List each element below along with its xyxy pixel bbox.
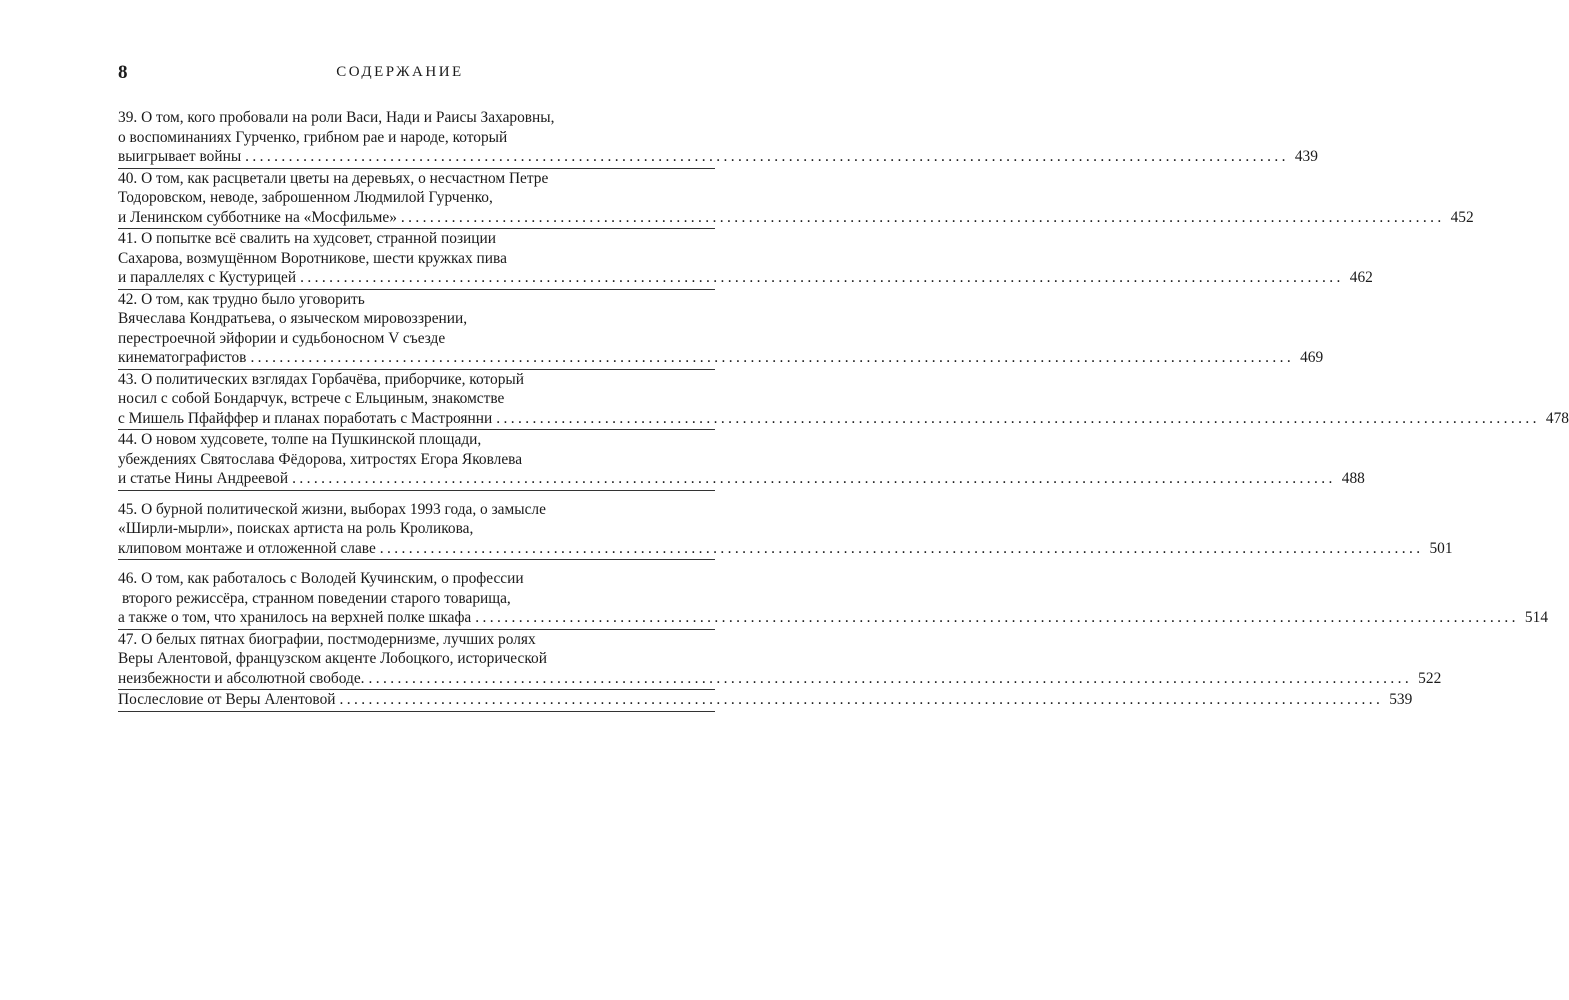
dot-leader: ................................................................................................................................................ <box>400 208 1445 226</box>
dot-leader: ................................................................................................................................................ <box>292 470 1336 487</box>
toc-entry-line: 41. О попытке всё свалить на худсовет, странной позиции <box>118 230 496 247</box>
toc-entry-line: кинематографистов <box>118 349 247 366</box>
toc-entry-47[interactable] <box>118 630 1442 691</box>
toc-entry-42[interactable] <box>118 290 1324 370</box>
table-of-contents <box>118 108 1569 712</box>
toc-entry-afterword[interactable] <box>118 690 1413 712</box>
toc-entry-line: а также о том, что хранилось на верхней полке шкафа <box>118 609 472 626</box>
dot-leader: ................................................................................................................................................ <box>475 609 1519 626</box>
running-title: СОДЕРЖАНИЕ <box>336 64 464 80</box>
toc-entry-line: второго режиссёра, странном поведении старого товарища, <box>122 589 511 607</box>
toc-entry-line: 39. О том, кого пробовали на роли Васи, Нади и Раисы Захаровны, <box>118 109 555 126</box>
dot-leader: ................................................................................................................................................ <box>250 349 1295 366</box>
toc-page-number: 522 <box>1418 669 1442 687</box>
toc-page-number: 539 <box>1389 691 1413 708</box>
toc-page-number: 488 <box>1341 470 1365 487</box>
toc-entry-line: 45. О бурной политической жизни, выборах 1993 года, о замысле <box>118 500 546 518</box>
dot-leader: ................................................................................................................................................ <box>300 269 1344 286</box>
toc-entry-line: Тодоровском, неводе, заброшенном Людмилой Гурченко, <box>118 189 493 206</box>
toc-page-number: 501 <box>1429 539 1453 557</box>
toc-entry-line: клиповом монтаже и отложенной славе <box>118 539 376 557</box>
toc-entry-line: убеждениях Святослава Фёдорова, хитростях Егора Яковлева <box>118 450 523 468</box>
dot-leader: ................................................................................................................................................ <box>496 409 1540 427</box>
toc-entry-line: неизбежности и абсолютной свободе. <box>118 669 365 687</box>
toc-page-number: 439 <box>1294 148 1318 165</box>
toc-entry-41[interactable] <box>118 229 1373 290</box>
toc-entry-line: 40. О том, как расцветали цветы на деревьях, о несчастном Петре <box>118 169 549 187</box>
toc-entry-line: 42. О том, как трудно было уговорить <box>118 290 365 308</box>
toc-page-number: 462 <box>1349 269 1373 286</box>
toc-entry-line: и статье Нины Андреевой <box>118 470 289 487</box>
toc-page-number: 469 <box>1300 349 1324 366</box>
toc-entry-line: перестроечной эйфории и судьбоносном V съезде <box>118 329 446 347</box>
dot-leader: ................................................................................................................................................ <box>379 539 1424 557</box>
toc-entry-line: выигрывает войны <box>118 148 242 165</box>
toc-entry-line: Веры Алентовой, французском акценте Лобоцкого, исторической <box>118 650 547 667</box>
toc-entry-43[interactable] <box>118 370 1569 431</box>
toc-entry-45[interactable] <box>118 500 1453 561</box>
toc-entry-line: 43. О политических взглядах Горбачёва, приборчике, который <box>118 370 524 388</box>
toc-entry-line: с Мишель Пфайффер и планах поработать с Мастроянни <box>118 409 493 427</box>
toc-entry-39[interactable] <box>118 108 1318 169</box>
toc-entry-44[interactable] <box>118 430 1365 491</box>
dot-leader: ................................................................................................................................................ <box>339 691 1384 708</box>
toc-page-number: 514 <box>1524 609 1549 626</box>
toc-page-number: 478 <box>1545 409 1569 427</box>
toc-entry-line: 46. О том, как работалось с Володей Кучинским, о профессии <box>118 570 524 587</box>
toc-page-number: 452 <box>1450 208 1474 226</box>
toc-entry-line: Послесловие от Веры Алентовой <box>118 691 336 708</box>
toc-entry-line: и параллелях с Кустурицей <box>118 269 297 286</box>
page-number: 8 <box>118 62 128 83</box>
toc-entry-line: 44. О новом худсовете, толпе на Пушкинской площади, <box>118 431 482 448</box>
toc-entry-line: «Ширли-мырли», поисках артиста на роль Кроликова, <box>118 520 474 537</box>
toc-entry-line: 47. О белых пятнах биографии, постмодернизме, лучших ролях <box>118 630 536 648</box>
toc-entry-line: и Ленинском субботнике на «Мосфильме» <box>118 208 397 226</box>
toc-entry-line: о воспоминаниях Гурченко, грибном рае и народе, который <box>118 128 508 146</box>
dot-leader: ................................................................................................................................................ <box>368 669 1413 687</box>
toc-entry-line: Сахарова, возмущённом Воротникове, шести кружках пива <box>118 249 507 267</box>
toc-entry-line: Вячеслава Кондратьева, о языческом мировоззрении, <box>118 310 468 327</box>
toc-entry-40[interactable] <box>118 169 1474 230</box>
dot-leader: ................................................................................................................................................ <box>245 148 1289 165</box>
toc-entry-line: носил с собой Бондарчук, встрече с Ельциным, знакомстве <box>118 390 505 407</box>
toc-entry-46[interactable] <box>118 569 1549 630</box>
